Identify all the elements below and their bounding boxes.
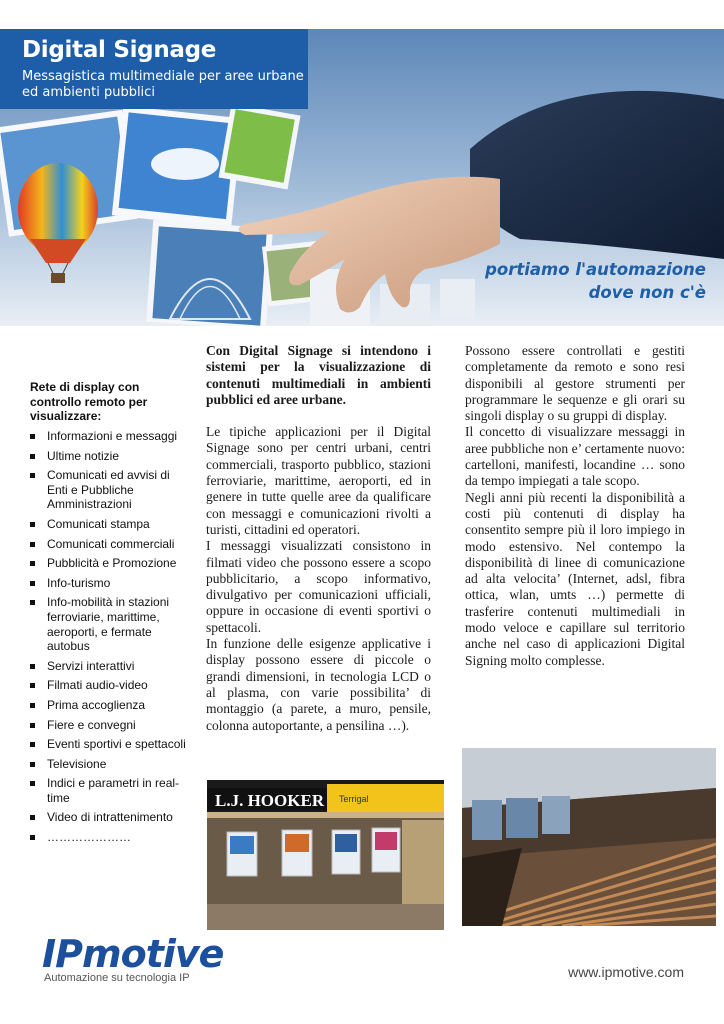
bullet-icon [30,522,35,527]
list-item [30,517,190,532]
feature-list [30,429,190,850]
list-item-label: Fiere e convegni [47,717,136,732]
list-item-label: Servizi interattivi [47,658,135,673]
list-item-label: Comunicati ed avvisi di Enti e Pubbliche Amministrazioni [47,468,170,512]
list-item [30,810,190,825]
logo-ip: IP [42,932,82,976]
bullet-icon [30,835,35,840]
list-item [30,737,190,752]
page-subtitle: Messagistica multimediale per aree urbane ed ambienti pubblici [22,69,304,100]
list-item-label: Comunicati stampa [47,516,150,531]
list-item-label: Indici e parametri in real-time [47,776,180,805]
tagline-line-2: dove non c'è [588,283,706,302]
bullet-icon [30,542,35,547]
storefront-photo [207,780,444,930]
list-item [30,659,190,674]
list-item [30,468,190,512]
list-item-label: Info-mobilità in stazioni ferroviarie, marittime, aeroporti, e fermate autobus [47,595,170,654]
website-link[interactable]: www.ipmotive.com [568,964,684,980]
list-item-label: Prima accoglienza [47,697,146,712]
bullet-icon [30,815,35,820]
logo-wordmark [42,934,223,974]
list-item [30,537,190,552]
column-2 [206,343,431,734]
bullet-icon [30,781,35,786]
bullet-icon [30,683,35,688]
tagline-line-1: portiamo l'automazione [485,260,706,279]
bullet-icon [30,581,35,586]
list-item [30,776,190,805]
title-banner [0,29,308,109]
bullet-icon [30,742,35,747]
column-3 [465,343,685,669]
list-item-label: Informazioni e messaggi [47,429,178,443]
list-item [30,678,190,693]
tagline [485,258,706,304]
bullet-icon [30,561,35,566]
bullet-icon [30,703,35,708]
list-item-label: Ultime notizie [47,448,120,463]
paragraph: Il concetto di visualizzare messaggi in aree pubbliche non e’ certamente nuovo: cartelloni, manifesti, locandine … sono da tempo impiegati a tale scopo. [465,424,685,489]
bullet-icon [30,434,35,439]
paragraph: I messaggi visualizzati consistono in filmati video che possono essere a scopo pubblicitario, a scopo informativo, divulgativo per comunicazioni ufficiali, oppure in occasione di eventi sportivi o spettacoli. [206,538,431,635]
list-item [30,698,190,713]
list-item [30,429,190,444]
list-item-label: Info-turismo [47,575,111,590]
paragraph: Possono essere controllati e gestiti completamente da remoto e sono resi disponibili al gestore strumenti per programmare le sequenze e gli orari su singoli display o su gruppi di display. [465,343,685,424]
bullet-icon [30,664,35,669]
page-title: Digital Signage [22,37,217,63]
paragraph: Negli anni più recenti la disponibilità a costi più contenuti di display ha consentito sempre più il loro impiego in modo estensivo. Nel contempo la disponibilità di linee di comunicazione ad alta velocita’ (Internet, adsl, fibra ottica, wlan, umts …) permette di trasferire contenuti multimediali in modo veloce e capillare sul territorio anche nel caso di applicazioni Digital Signing molto complesse. [465,489,685,668]
store-sign-sub: Terrigal [339,794,369,804]
bullet-icon [30,473,35,478]
list-item [30,556,190,571]
bullet-icon [30,762,35,767]
bullet-icon [30,600,35,605]
list-item [30,595,190,653]
bullet-icon [30,723,35,728]
list-item [30,449,190,464]
list-item-label: Eventi sportivi e spettacoli [47,737,186,752]
paragraph: In funzione delle esigenze applicative i display possono essere di piccole o grandi dimensioni, in tecnologia LCD o al plasma, con varie possibilita’ di montaggio (a parete, a muro, pensile, colonna autoportante, a pensilina …). [206,636,431,733]
list-item-label: Filmati audio-video [47,678,148,693]
list-item-label: ………………… [47,830,131,845]
logo-tagline: Automazione su tecnologia IP [44,972,190,984]
list-item [30,757,190,772]
logo-motive: motive [82,932,224,976]
bullet-icon [30,454,35,459]
company-logo [42,934,223,984]
sidebar-heading: Rete di display con controllo remoto per visualizzare: [30,380,148,423]
list-item-label: Comunicati commerciali [47,536,175,551]
list-item [30,576,190,591]
interior-photo [462,748,716,926]
list-item-label: Pubblicità e Promozione [47,556,177,571]
list-item [30,830,190,845]
paragraph: Le tipiche applicazioni per il Digital Signage sono per centri urbani, centri commerciali, trasporto pubblico, stazioni ferroviarie, marittime, aeroporti, ed in genere in tutte quelle aree da qualificare con messaggi e comunicazioni rivolti a turisti, cittadini ed operatori. [206,424,431,537]
list-item-label: Video di intrattenimento [47,810,173,825]
list-item [30,718,190,733]
store-sign: L.J. HOOKER [215,791,325,810]
intro-paragraph: Con Digital Signage si intendono i sistemi per la visualizzazione di contenuti multimediali in ambienti pubblici ed aree urbane. [206,343,431,407]
list-item-label: Televisione [47,756,107,771]
